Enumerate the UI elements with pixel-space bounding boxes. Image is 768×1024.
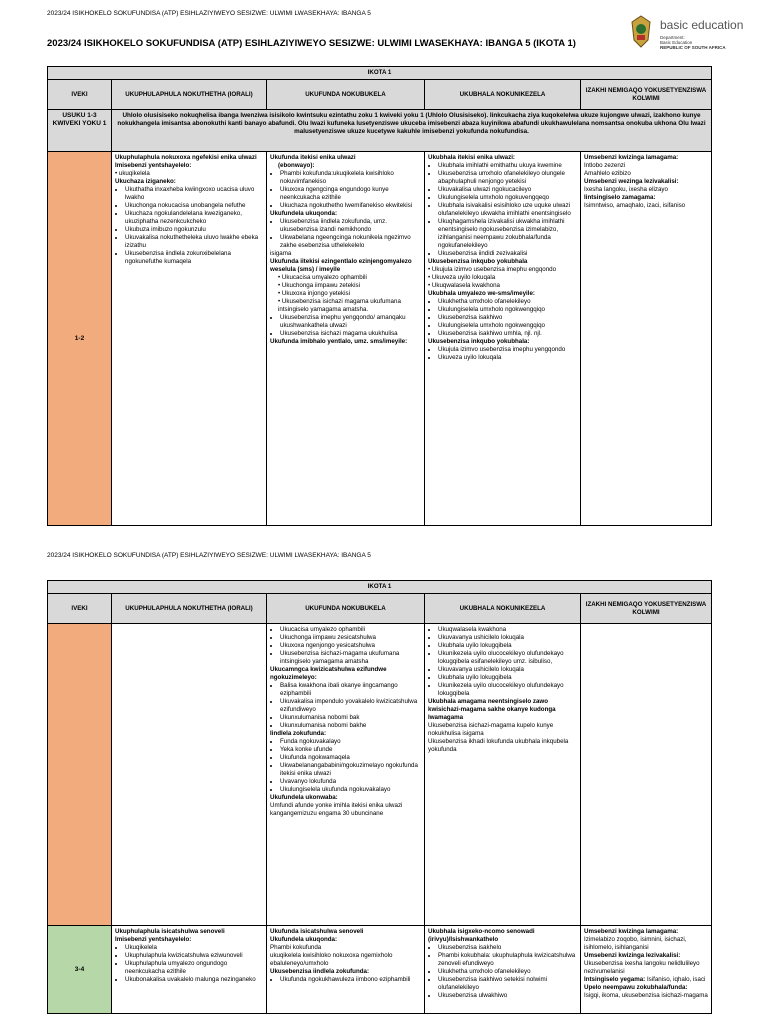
list-item: • Ukuqwalasela kwakhona (438, 626, 577, 634)
list-item: • Ukusebenzisa iindidi zezivakalisi (438, 250, 577, 258)
list-item: • Ukuveza uyilo lokuqala (438, 354, 577, 362)
language-cell: Umsebenzi kwizinga lamagama: Intlobo zezenzi Amahlelo ezibizo Umsebenzi wezinga lezivakalisi: Ixesha langoku, ixesha elizayo Iintsingiselo zamagama: Isimntwiso, amaqhalo, izaci, isifaniso (581, 152, 712, 526)
list-item: • Ukwabelanangababini/ngokuzimelayo ngokufunda itekisi enika ulwazi (280, 762, 421, 778)
list-item: • Ukusebenzisa isichazi magama ukukhulisa (280, 330, 421, 338)
week-cell (48, 624, 112, 926)
list-item: • Ukulungiselela umxholo ngokwengqiqo (438, 306, 577, 314)
list-item: • Ukuphulaphula kwizicatshulwa eziwunoveli (125, 952, 263, 960)
list-item: • Ukufunda ngokukhawuleza iimbono eziphambili (280, 976, 421, 984)
ikota-table-page1 (47, 66, 712, 526)
col-header-writing: UKUBHALA NOKUNIKEZELA (425, 80, 581, 110)
list-item: • Ukuxoxa ngengcinga engundogo kunye neenkcukacha ezithile (280, 186, 421, 202)
week-cell-3-4: 3-4 (48, 926, 112, 1014)
list-item: • Ukusebenzisa isichazi-magama ukufumana intsingiselo yamagama amatsha (280, 650, 421, 666)
col-header-iveki: IVEKI (48, 594, 112, 624)
writing-cell: • Ukuqwalasela kwakhona • Ukuvavanya ushicilelo lokuqala • Ukubhala uyilo lokugqibela • Ukunikezela uyilo olucocekileyo olufundekayo lokugqibela esifanelekileyo umz. isibuliso, • Ukuvavanya ushicilelo lokuqala • Ukubhala uyilo lokugqibela • Ukunikezela uyilo olucocekileyo olufundekayo lokugqibela Ukubhala amagama neentsingiselo zawo kwisichazi-magama sakhe okanye kudonga lwamagama Ukusebenzisa isichazi-magama kupelo kunye nokukhulisa isigama Ukusebenzisa ikhadi lokufunda ukubhala inkqubela yokufunda (425, 624, 581, 926)
oral-cell: Ukuphulaphula isicatshulwa senoveli Imisebenzi yentshayelelo: • Ukuqikelela • Ukuphulaphula kwizicatshulwa eziwunoveli • Ukuphulaphula umyalezo ongundogo neenkcukacha ezithile • Ukubonakalisa uvakalelo malunga nezinganeko (112, 926, 267, 1014)
list-item: • Ukuvakalisa impendulo yovakalelo kwizicatshulwa ezifundiweyo (280, 698, 421, 714)
list-item: • Ukufunda ngokwamaqela (280, 754, 421, 762)
col-header-language: IZAKHI NEMIGAQO YOKUSETYENZISWA KOLWIMI (581, 80, 712, 110)
dbe-logo (628, 14, 748, 54)
intro-text: Uhlolo olusisiseko nokuqhelisa ibanga lwenziwa isisikolo kwintsuku ezintathu zoku 1 kwiveki yoku 1 (Uhlolo Olusisiseko). Iinkcukacha ziya kuqokelelwa ukuze kujongwe ulwazi, izakhono kunye nokukhangela imisantsa abonokuthi kanti banayo abafundi. Olu lwazi kufuneka lusetyenziswe ukuceba imisebenzi abaza kuyinikwa abafundi ukukhawulelana nomsantsa onokuba ukhona Olu lwazi malusetyenziswe ukuze kucetywe kakuhle imisebenzi yokufunda nokufundisa. (112, 110, 712, 152)
list-item: • Ukuxoxa ngenjongo yesicatshulwa (280, 642, 421, 650)
running-header: 2023/24 ISIKHOKELO SOKUFUNDISA (ATP) ESIHLAZIYIWEYO SESIZWE: ULWIMI LWASEKHAYA: IBANGA 5 (47, 10, 371, 17)
intro-week: USUKU 1-3 KWIVEKI YOKU 1 (48, 110, 112, 152)
list-item: • Yeka konke ufunde (280, 746, 421, 754)
list-item: • Ukubhala uyilo lokugqibela (438, 642, 577, 650)
list-item: • Ukusebenzisa isakhelo (438, 944, 577, 952)
list-item: • Balisa kwakhona ibali okanye iingcamango eziphambili (280, 682, 421, 698)
col-header-iveki: IVEKI (48, 80, 112, 110)
list-item: • Ukuchaza ngokulandelelana kweziganeko, ukuziphatha nezenkcukcheko (125, 210, 263, 226)
logo-sub: Department: Basic Education REPUBLIC OF SOUTH AFRICA (660, 35, 726, 50)
list-item: • Ukuvakalisa nokuthetheleka uluvo lwakhe ebeka izizathu (125, 234, 263, 250)
week-cell: 1-2 (48, 152, 112, 526)
list-item: • Ukuvakalisa ulwazi ngokucacileyo (438, 186, 577, 194)
list-item: • Ukuvavanya ushicilelo lokuqala (438, 666, 577, 674)
list-item: • Ukubuza imibuzo ngokunzulu (125, 226, 263, 234)
list-item: • Ukusebenzisa imephu yengqondo/ amanqaku ukushwankathela ulwazi (280, 314, 421, 330)
list-item: • Ukulungiselela umxholo ngokuvengqeqo (438, 194, 577, 202)
list-item: • Phambi kokufunda:ukuqikelela kwisihloko nokuvimfanekiso (280, 170, 421, 186)
writing-cell: Ukubhala isigxeko-ncomo senowadi (irivyu)/Isishwankathelo • Ukusebenzisa isakhelo • Phambi kokubhala: ukuphulaphula kwizicatshulwa zenoveli efundiweyo • Ukukhetha umxholo ofanelekileyo • Ukusebenzisa isakhiwo setekisi nolwimi olufanelekileyo • Ukusebenzisa ulwakhiwo (425, 926, 581, 1014)
col-header-language: IZAKHI NEMIGAQO YOKUSETYENZISWA KOLWIMI (581, 594, 712, 624)
list-item: • Ukujula izimvo usebenzisa imephu yengqondo (438, 346, 577, 354)
oral-cell: Ukuphulaphula nokuxoxa ngefekisi enika ulwazi Imisebenzi yentshayelelo: • ukuqikelela Ukuchaza iziganeko: • Ukuthatha inxaxheba kwiingxoxo ucacisa uluvo lwakho • Ukuchonga nokucacisa unobangela nefuthe • Ukuchaza ngokulandelelana kweziganeko, ukuziphatha nezenkcukcheko • Ukubuza imibuzo ngokunzulu • Ukuvakalisa nokuthetheleka uluvo lwakhe ebeka izizathu • Ukusebenzisa iindlela zokunxibelelana ngokunefuthe kumaqela (112, 152, 267, 526)
writing-cell: Ukubhala itekisi enika ulwazi: • Ukubhala imihlathi emithathu ukuya kwemine • Ukusebenzisa umxholo ofanelekileyo olungele abaphulaphuli nenjongo yetekisi • Ukuvakalisa ulwazi ngokucacileyo • Ukulungiselela umxholo ngokuvengqeqo • Ukubhala isivakalisi esisihloko uze uquke ulwazi olufanelekileyo ukwakha imihlathi enentsingiselo • Ukuqhagamshela izivakalisi ukwakha imihlathi enentsingiselo ngokusebenzisa izimelabizo, izihlanganisi neempawu zokubhala/funda ngokufanelekileyo • Ukusebenzisa iindidi zezivakalisi Ukusebenzisa inkqubo yokubhala • Ukujula izimvo usebenzisa imephu engqondo • Ukuveza uyilo lokuqala • Ukuqwalasela kwakhona Ukubhala umyalezo we-sms/imeyile: • Ukukhetha umxholo ofanelekileyo • Ukulungiselela umxholo ngokwengqiqo • Ukusebenzisa isakhiwo • Ukulungiselela umxholo ngokwengqiqo • Ukusebenzisa isakhiwo umhla, njl. njl. Ukusebenzisa inkqubo yokubhala: • Ukujula izimvo usebenzisa imephu yengqondo • Ukuveza uyilo lokuqala (425, 152, 581, 526)
language-cell (581, 624, 712, 926)
list-item: • Ukuchonga iimpawu zesicatshulwa (280, 634, 421, 642)
list-item: • Ukuqikelela (125, 944, 263, 952)
list-item: • Ukunikezela uyilo olucocekileyo olufundekayo lokugqibela (438, 682, 577, 698)
list-item: • Ukukhetha umxholo ofanelekileyo (438, 968, 577, 976)
oral-cell (112, 624, 267, 926)
list-item: • Funda ngokuvakalayo (280, 738, 421, 746)
list-item: • Ukusebenzisa isakhiwo umhla, njl. njl. (438, 330, 577, 338)
list-item: • Ukuphulaphula umyalezo ongundogo neenkcukacha ezithile (125, 960, 263, 976)
list-item: • Ukusebenzisa isakhiwo setekisi nolwimi olufanelekileyo (438, 976, 577, 992)
list-item: • Ukuthatha inxaxheba kwiingxoxo ucacisa uluvo lwakho (125, 186, 263, 202)
list-item: • Ukubonakalisa uvakalelo malunga nezinganeko (125, 976, 263, 984)
col-header-reading: UKUFUNDA NOKUBUKELA (267, 594, 425, 624)
list-item: • Ukulungiselela ukufunda ngokuvakalayo (280, 786, 421, 794)
list-item: • Ukunxulumanisa nobomi bakhe (280, 722, 421, 730)
list-item: • Ukukhetha umxholo ofanelekileyo (438, 298, 577, 306)
col-header-reading: UKUFUNDA NOKUBUKELA (267, 80, 425, 110)
list-item: • Ukubhala uyilo lokugqibela (438, 674, 577, 682)
list-item: • Ukunxulumanisa nobomi bak (280, 714, 421, 722)
ikota-heading: IKOTA 1 (48, 67, 712, 80)
list-item: • Ukucacisa umyalezo ophambili (280, 626, 421, 634)
list-item: • Ukuqhagamshela izivakalisi ukwakha imihlathi enentsingiselo ngokusebenzisa izimelabizo, izihlanganisi neempawu zokubhala/funda ngokufanelekileyo (438, 218, 577, 250)
list-item: • Ukuchaza ngokuthetho lwemifanekiso ekwitekisi (280, 202, 421, 210)
list-item: • Ukusebenzisa umxholo ofanelekileyo olungele abaphulaphuli nenjongo yetekisi (438, 170, 577, 186)
col-header-oral: UKUPHULAPHULA NOKUTHETHA (IORALI) (112, 594, 267, 624)
list-item: • Ukuvavanya ushicilelo lokuqala (438, 634, 577, 642)
list-item: • Ukusebenzisa ulwakhiwo (438, 992, 577, 1000)
ikota-heading: IKOTA 1 (48, 581, 712, 594)
list-item: • Ukusebenzisa iindlela zokufunda, umz. ukusebenzisa izandi nemikhondo (280, 218, 421, 234)
col-header-writing: UKUBHALA NOKUNIKEZELA (425, 594, 581, 624)
reading-cell: • Ukucacisa umyalezo ophambili • Ukuchonga iimpawu zesicatshulwa • Ukuxoxa ngenjongo yesicatshulwa • Ukusebenzisa isichazi-magama ukufumana intsingiselo yamagama amatsha Ukucamngca kwizicatshulwa ezifundwe ngokuzimeleyo: • Balisa kwakhona ibali okanye iingcamango eziphambili • Ukuvakalisa impendulo yovakalelo kwizicatshulwa ezifundiweyo • Ukunxulumanisa nobomi bak • Ukunxulumanisa nobomi bakhe Iindlela zokufunda: • Funda ngokuvakalayo • Yeka konke ufunde • Ukufunda ngokwamaqela • Ukwabelanangababini/ngokuzimelayo ngokufunda itekisi enika ulwazi • Uvavanyo lokufunda • Ukulungiselela ukufunda ngokuvakalayo Ukufundela ukonwaba: Umfundi afunde yonke imihla itekisi enika ulwazi kangangemizuzu engama 30 ubuncinane (267, 624, 425, 926)
language-cell: Umsebenzi kwizinga lamagama: Izimelabizo zoqobo, isimnini, isichazi, isihlomelo, isihlanganisi Umsebenzi kwizinga lezivakalisi: Ukusebenzisa ixesha langoku nelidlulileyo nezivumelanisi Intsingiselo yegama: Isifaniso, iqhalo, isaci Upelo neempawu zokubhala/funda: Isigqi, ikoma, ukusebenzisa isichazi-magama (581, 926, 712, 1014)
list-item: • Ukuchonga nokucacisa unobangela nefuthe (125, 202, 263, 210)
running-header-page2: 2023/24 ISIKHOKELO SOKUFUNDISA (ATP) ESIHLAZIYIWEYO SESIZWE: ULWIMI LWASEKHAYA: IBANGA 5 (47, 552, 371, 559)
list-item: • Ukusebenzisa isakhiwo (438, 314, 577, 322)
ikota-table-page2 (47, 580, 712, 1014)
coat-of-arms-icon (628, 14, 654, 50)
list-item: • Ukubhala imihlathi emithathu ukuya kwemine (438, 162, 577, 170)
list-item: • Phambi kokubhala: ukuphulaphula kwizicatshulwa zenoveli efundiweyo (438, 952, 577, 968)
col-header-oral: UKUPHULAPHULA NOKUTHETHA (IORALI) (112, 80, 267, 110)
reading-cell: Ukufunda itekisi enika ulwazi (ebonwayo): • Phambi kokufunda:ukuqikelela kwisihloko nokuvimfanekiso • Ukuxoxa ngengcinga engundogo kunye neenkcukacha ezithile • Ukuchaza ngokuthetho lwemifanekiso ekwitekisi Ukufundela ukuqonda: • Ukusebenzisa iindlela zokufunda, umz. ukusebenzisa izandi nemikhondo • Ukwabelana ngeengcinga nokunikela ngezimvo zakhe esebenzisa uthelekelelo isigama Ukufunda iitekisi ezingentlalo ezinjengomyalezo weselula (sms) / imeyile • Ukucacisa umyalezo ophambili • Ukuchonga iimpawu zetekisi • Ukuxoxa injongo yetekisi • Ukusebenzisa isichazi magama ukufumana intsingiselo yamagama amatsha. • Ukusebenzisa imephu yengqondo/ amanqaku ukushwankathela ulwazi • Ukusebenzisa isichazi magama ukukhulisa Ukufunda imibhalo yentlalo, umz. sms/imeyile: (267, 152, 425, 526)
list-item: • Uvavanyo lokufunda (280, 778, 421, 786)
logo-brand: basic education (660, 18, 744, 32)
list-item: • Ukulungiselela umxholo ngokwengqiqo (438, 322, 577, 330)
list-item: • Ukusebenzisa iindlela zokunxibelelana ngokunefuthe kumaqela (125, 250, 263, 266)
list-item: • Ukubhala isivakalisi esisihloko uze uquke ulwazi olufanelekileyo ukwakha imihlathi enentsingiselo (438, 202, 577, 218)
reading-cell: Ukufunda isicatshulwa senoveli Ukufundela ukuqonda: Phambi kokufunda ukuqikelela kwisihloko nokuxoxa ngemixholo ebaluleneyo/umxholo Ukusebenzisa iindlela zokufunda: • Ukufunda ngokukhawuleza iimbono eziphambili (267, 926, 425, 1014)
page-title: 2023/24 ISIKHOKELO SOKUFUNDISA (ATP) ESIHLAZIYIWEYO SESIZWE: ULWIMI LWASEKHAYA: IBANGA 5 (IKOTA 1) (47, 38, 576, 49)
list-item: • Ukunikezela uyilo olucocekileyo olufundekayo lokugqibela esifanelekileyo umz. isibuliso, (438, 650, 577, 666)
list-item: • Ukwabelana ngeengcinga nokunikela ngezimvo zakhe esebenzisa uthelekelelo (280, 234, 421, 250)
